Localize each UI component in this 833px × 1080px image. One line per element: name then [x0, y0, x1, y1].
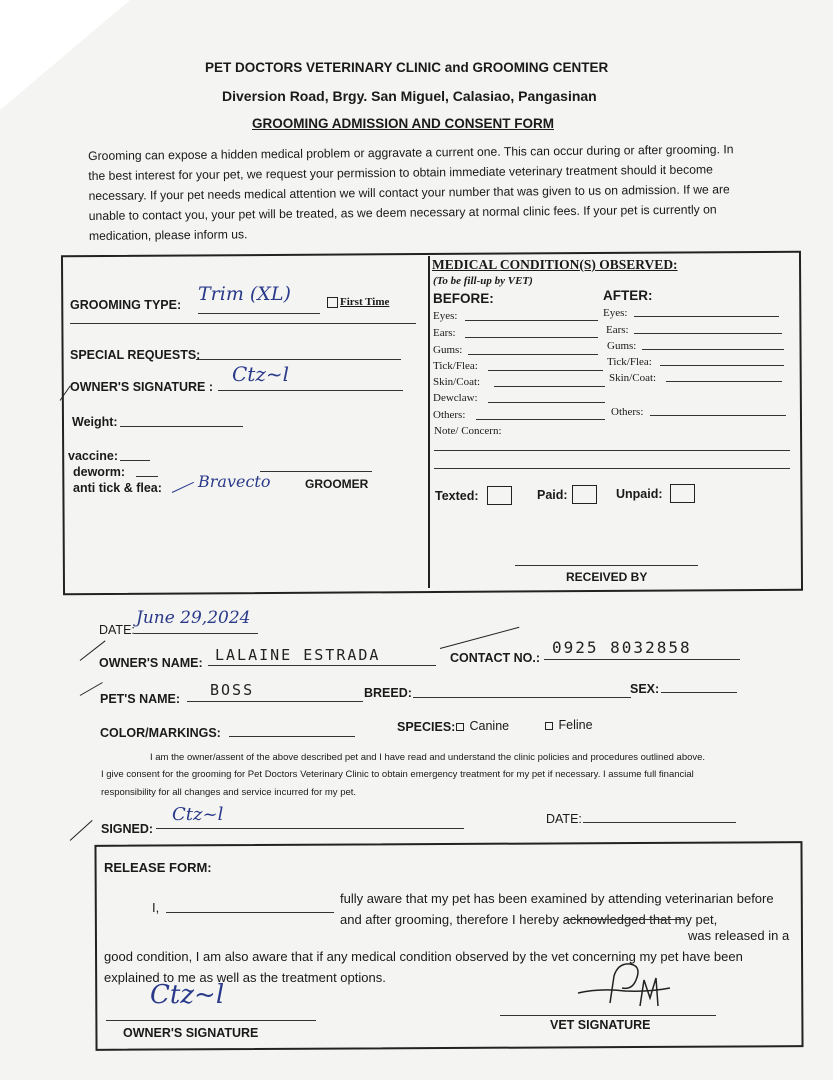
contact-line — [544, 659, 740, 660]
first-time-label: First Time — [340, 296, 390, 308]
after-others-line[interactable] — [650, 415, 786, 416]
clinic-address: Diversion Road, Brgy. San Miguel, Calasiao, Pangasinan — [222, 88, 597, 104]
canine-option[interactable] — [456, 719, 509, 733]
before-dewclaw-line[interactable] — [488, 402, 605, 403]
vaccine-line — [120, 460, 150, 461]
first-time-checkbox[interactable] — [327, 296, 389, 308]
breed-line[interactable] — [413, 697, 631, 698]
before-eyes-line[interactable] — [465, 320, 598, 321]
after-skincoat-label: Skin/Coat: — [609, 372, 657, 384]
vet-signature-mark — [570, 958, 680, 1013]
before-gums-label: Gums: — [433, 344, 463, 356]
vet-signature-label: VET SIGNATURE — [550, 1018, 651, 1032]
species-label: SPECIES: — [397, 720, 456, 734]
box-divider — [428, 256, 430, 588]
after-gums-label: Gums: — [607, 340, 637, 352]
deworm-line — [136, 476, 158, 477]
after-ears-line[interactable] — [634, 333, 782, 334]
pet-name-value[interactable]: BOSS — [210, 681, 255, 699]
before-eyes-label: Eyes: — [433, 310, 458, 322]
release-owner-signature-label: OWNER'S SIGNATURE — [123, 1026, 259, 1040]
form-title: GROOMING ADMISSION AND CONSENT FORM — [252, 116, 554, 131]
owner-name-value[interactable]: LALAINE ESTRADA — [215, 646, 381, 664]
sex-line[interactable] — [661, 692, 737, 693]
canine-checkbox[interactable] — [456, 723, 464, 731]
after-eyes-label: Eyes: — [603, 307, 628, 319]
before-skincoat-line[interactable] — [494, 386, 605, 387]
feline-checkbox[interactable] — [545, 722, 553, 730]
owner-name-line — [208, 665, 436, 666]
after-tickflea-line[interactable] — [660, 365, 784, 366]
medical-subtitle: (To be fill-up by VET) — [433, 275, 533, 287]
clinic-name: PET DOCTORS VETERINARY CLINIC and GROOMING CENTER — [205, 60, 609, 75]
release-name-line[interactable] — [166, 912, 334, 913]
deworm-label: deworm: — [73, 465, 126, 479]
note-line-2[interactable] — [434, 468, 790, 469]
after-eyes-line[interactable] — [634, 316, 779, 317]
feline-option[interactable] — [545, 718, 593, 732]
release-owner-signature-value[interactable]: Ctz~l — [150, 980, 225, 1010]
owner-signature-value[interactable]: Ctz~l — [232, 362, 290, 386]
sex-label: SEX: — [630, 682, 660, 696]
weight-line — [120, 426, 243, 427]
release-text-1a — [340, 888, 796, 930]
signed-label: SIGNED: — [101, 822, 154, 836]
color-markings-label: COLOR/MARKINGS: — [100, 726, 221, 740]
check-mark — [70, 820, 93, 841]
paid-label: Paid: — [537, 488, 568, 502]
after-gums-line[interactable] — [642, 349, 784, 350]
check-mark — [440, 627, 519, 649]
page-corner — [0, 0, 130, 110]
contact-label: CONTACT NO.: — [450, 651, 541, 665]
received-by-label: RECEIVED BY — [566, 570, 648, 584]
before-tickflea-line[interactable] — [488, 370, 603, 371]
vet-signature-line — [500, 1015, 716, 1016]
unpaid-checkbox[interactable] — [670, 484, 695, 503]
before-others-line[interactable] — [476, 419, 605, 420]
intro-paragraph: Grooming can expose a hidden medical problem or aggravate a current one. This can occur during or after grooming. In the best interest for your pet, we request your permission to obtain immediate veterinary treatment should it become necessary. If your pet needs medical attention we will contact your number that was given to us on admission. If we are unable to contact you, your pet will be treated, as we deem necessary at normal clinic fees. If your pet is currently on medication, please inform us. — [88, 142, 734, 243]
before-skincoat-label: Skin/Coat: — [433, 376, 481, 388]
after-ears-label: Ears: — [606, 324, 629, 336]
grooming-extra-line — [70, 323, 416, 324]
before-gums-line[interactable] — [468, 354, 598, 355]
contact-value[interactable]: 0925 8032858 — [552, 638, 692, 657]
grooming-type-line — [198, 313, 320, 314]
before-dewclaw-label: Dewclaw: — [433, 392, 478, 404]
feline-label: Feline — [558, 718, 593, 732]
owner-signature-line — [218, 390, 403, 391]
pet-name-label: PET'S NAME: — [100, 692, 181, 706]
date-line — [134, 633, 258, 634]
texted-label: Texted: — [435, 489, 479, 503]
signed-value[interactable]: Ctz~l — [172, 804, 224, 825]
after-tickflea-label: Tick/Flea: — [607, 356, 652, 368]
consent-date-label: DATE: — [546, 812, 582, 826]
paid-checkbox[interactable] — [572, 485, 597, 504]
before-tickflea-label: Tick/Flea: — [433, 360, 478, 372]
release-text-2: was released in a good condition, I am also aware that if any medical condition observed by the vet concerning my pet have been explained to me as well as the treatment options. — [104, 928, 790, 985]
release-pet-line[interactable] — [566, 919, 684, 920]
pet-name-line — [187, 701, 363, 702]
consent-line-2: I give consent for the grooming for Pet Doctors Veterinary Clinic to obtain emergency treatment for my pet if necessary. I assume full financial — [101, 769, 694, 780]
groomer-value[interactable]: Bravecto — [198, 472, 271, 491]
date-label: DATE: — [99, 623, 135, 637]
anti-tick-label: anti tick & flea: — [73, 481, 162, 495]
signed-line — [156, 828, 464, 829]
note-label: Note/ Concern: — [434, 425, 502, 437]
grooming-type-value[interactable]: Trim (XL) — [198, 283, 291, 305]
texted-checkbox[interactable] — [487, 486, 512, 505]
before-ears-line[interactable] — [465, 337, 598, 338]
color-markings-line[interactable] — [229, 736, 355, 737]
special-requests-label: SPECIAL REQUESTS: — [70, 348, 201, 362]
weight-label: Weight: — [72, 415, 118, 429]
consent-date-line[interactable] — [583, 822, 736, 823]
after-others-label: Others: — [611, 406, 644, 418]
after-label: AFTER: — [603, 288, 653, 303]
consent-line-1: I am the owner/assent of the above described pet and I have read and understand the clinic policies and procedures outlined above. — [150, 752, 706, 763]
release-i-label: I, — [152, 900, 160, 915]
owner-signature-label: OWNER'S SIGNATURE : — [70, 380, 214, 394]
before-label: BEFORE: — [433, 291, 494, 306]
first-time-box[interactable] — [327, 297, 338, 308]
release-owner-signature-line — [106, 1020, 316, 1021]
before-others-label: Others: — [433, 409, 466, 421]
breed-label: BREED: — [364, 686, 412, 700]
after-skincoat-line[interactable] — [666, 381, 782, 382]
owner-name-label: OWNER'S NAME: — [99, 656, 203, 670]
date-value[interactable]: June 29,2024 — [136, 608, 251, 628]
special-requests-line — [196, 359, 401, 360]
groomer-label: GROOMER — [305, 477, 369, 491]
before-ears-label: Ears: — [433, 327, 456, 339]
received-by-line[interactable] — [515, 565, 698, 566]
consent-line-3: responsibility for all changes and service incurred for my pet. — [101, 787, 357, 798]
vaccine-label: vaccine: — [68, 449, 119, 463]
grooming-type-label: GROOMING TYPE: — [70, 298, 182, 312]
groomer-line — [260, 471, 372, 472]
release-text-1: fully aware that my pet has been examined by attending veterinarian before and after grooming, therefore I hereby acknowledged that my pet, — [340, 891, 774, 927]
medical-title: MEDICAL CONDITION(S) OBSERVED: — [432, 257, 678, 272]
release-title: RELEASE FORM: — [104, 860, 212, 875]
unpaid-label: Unpaid: — [616, 487, 663, 501]
canine-label: Canine — [469, 719, 510, 733]
note-line-1[interactable] — [434, 450, 790, 451]
